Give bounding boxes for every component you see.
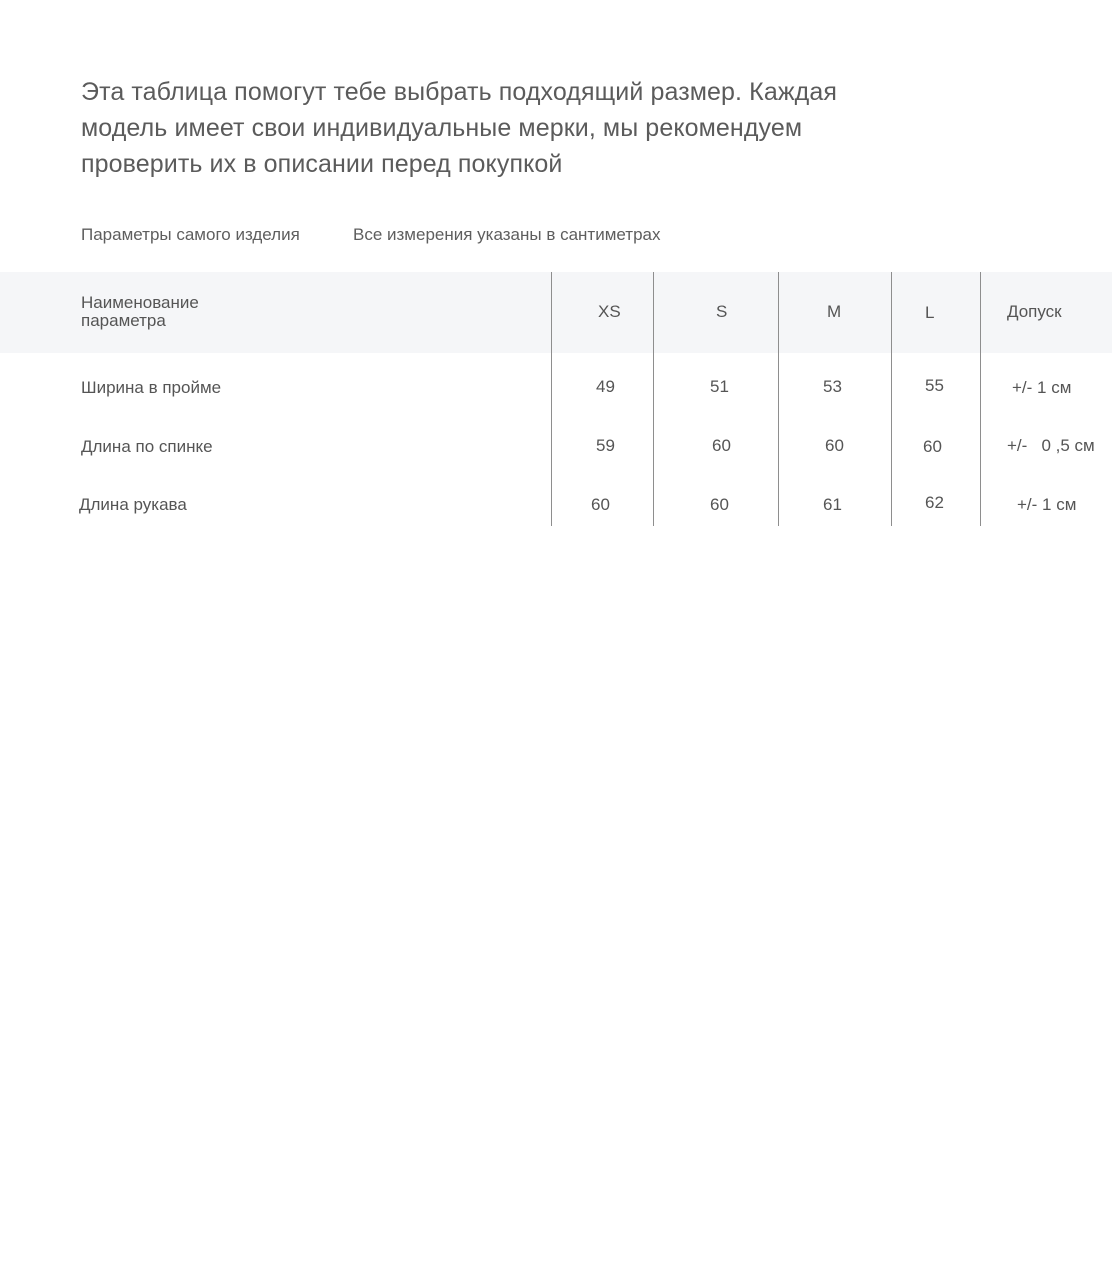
- cell-value: 59: [596, 436, 615, 455]
- column-divider: [653, 272, 654, 526]
- header-size-l: L: [925, 303, 935, 322]
- column-divider: [551, 272, 552, 526]
- intro-text: Эта таблица помогут тебе выбрать подходящий размер. Каждая модель имеет свои индивидуальные мерки, мы рекомендуем проверить их в описании перед покупкой: [81, 78, 837, 178]
- header-parameter-name: Наименование параметра: [81, 293, 199, 330]
- row-name: Ширина в пройме: [81, 378, 222, 397]
- header-size-s: S: [716, 302, 728, 321]
- cell-value: 49: [596, 377, 615, 396]
- column-divider: [891, 272, 892, 526]
- cell-value: 53: [823, 377, 842, 396]
- cell-tolerance: +/- 0 ,5 см: [1007, 436, 1095, 455]
- row-name: Длина по спинке: [81, 437, 213, 456]
- cell-value: 60: [591, 495, 610, 514]
- cell-value: 51: [710, 377, 729, 396]
- cell-value: 61: [823, 495, 842, 514]
- cell-tolerance: +/- 1 см: [1012, 378, 1072, 397]
- cell-value: 60: [923, 437, 942, 456]
- cell-value: 60: [825, 436, 844, 455]
- column-divider: [778, 272, 779, 526]
- cell-value: 55: [925, 376, 944, 395]
- column-divider: [980, 272, 981, 526]
- header-size-xs: XS: [598, 302, 621, 321]
- caption-units-note: Все измерения указаны в сантиметрах: [353, 225, 661, 244]
- cell-value: 62: [925, 493, 944, 512]
- cell-value: 60: [710, 495, 729, 514]
- row-name: Длина рукава: [79, 495, 187, 514]
- cell-tolerance: +/- 1 см: [1017, 495, 1077, 514]
- caption-product-parameters: Параметры самого изделия: [81, 225, 300, 244]
- header-size-m: M: [827, 302, 842, 321]
- header-tolerance: Допуск: [1007, 302, 1062, 321]
- cell-value: 60: [712, 436, 731, 455]
